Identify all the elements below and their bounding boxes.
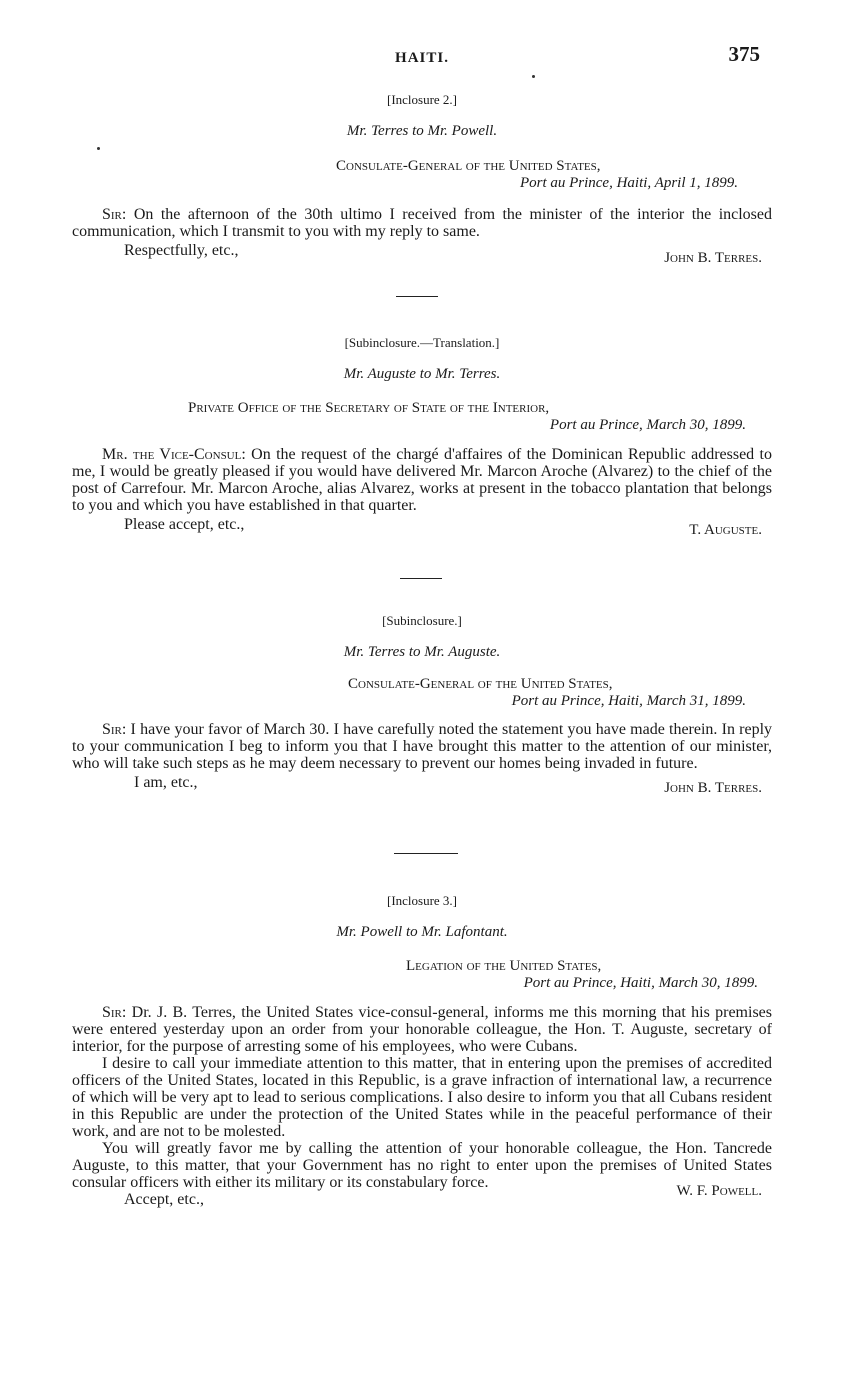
place-date: Port au Prince, Haiti, March 30, 1899. (523, 975, 758, 991)
place-date: Port au Prince, March 30, 1899. (549, 417, 746, 433)
closing: I am, etc., (134, 774, 198, 791)
signature: John B. Terres. (664, 250, 762, 266)
sender-office: Private Office of the Secretary of State of the Interior, (188, 400, 550, 416)
sender-office: Consulate-General of the United States, (348, 676, 613, 692)
page-header (72, 42, 772, 72)
inclosure-note: [Inclosure 2.] (386, 92, 458, 107)
letter-title: Mr. Auguste to Mr. Terres. (343, 366, 501, 382)
letter-paragraph: Sir: I have your favor of March 30. I have carefully noted the statement you have made therein. In reply to your communication I beg to inform you that I have brought this matter to the attention of our minister, who will take such steps as he may deem necessary to prevent our homes being invaded in future. (72, 721, 773, 772)
letter-paragraph: I desire to call your immediate attention to this matter, that in entering upon the premises of accredited officers of the United States, located in this Republic, is a grave infraction of international law, a recurrence of which will be very apt to lead to serious complications. I also desire to inform you that all Cubans resident in this Republic are under the protection of the United States while in the peaceful performance of their work, and are not to be molested. (72, 1055, 772, 1140)
sender-office: Consulate-General of the United States, (336, 158, 601, 174)
letter-paragraph: You will greatly favor me by calling the attention of your honorable colleague, the Hon. Tancrede Auguste, to this matter, that your Government has no right to enter upon the premises of United States consular officers with either its military or its constabulary force. (72, 1140, 772, 1191)
inclosure-note: [Inclosure 3.] (386, 893, 458, 908)
salutation: Mr. the Vice-Consul: (102, 446, 246, 463)
inclosure-note: [Subinclosure.—Translation.] (344, 335, 500, 350)
closing: Respectfully, etc., (124, 242, 239, 259)
inclosure-note: [Subinclosure.] (382, 613, 462, 628)
scan-speck (97, 147, 100, 150)
letter-2 (72, 335, 772, 539)
page-number: 375 (728, 42, 760, 66)
salutation: Sir: (102, 206, 127, 223)
closing-line (72, 774, 772, 797)
section-divider (400, 578, 442, 579)
closing-line (72, 516, 772, 539)
letter-paragraph: Sir: On the afternoon of the 30th ultimo I received from the minister of the interior the inclosed communication, which I transmit to you with my reply to same. (72, 206, 773, 240)
salutation: Sir: (102, 1004, 127, 1021)
closing-line (72, 1183, 772, 1209)
letter-title: Mr. Terres to Mr. Auguste. (343, 644, 501, 660)
letter-4 (72, 893, 772, 1209)
letter-3 (72, 613, 772, 797)
signature: John B. Terres. (664, 780, 762, 796)
place-date: Port au Prince, Haiti, March 31, 1899. (511, 693, 746, 709)
signature: W. F. Powell. (676, 1183, 762, 1199)
salutation: Sir: (102, 721, 127, 738)
section-divider (394, 853, 458, 854)
letter-paragraph: Sir: Dr. J. B. Terres, the United States vice-consul-general, informs me this morning that his premises were entered yesterday upon an order from your honorable colleague, the Hon. T. Auguste, secretary of interior, for the purpose of arresting some of his employees, who were Cubans. (72, 1004, 773, 1055)
scan-speck (532, 75, 535, 78)
section-divider (396, 296, 438, 297)
closing-line (72, 242, 772, 267)
letter-paragraph: Mr. the Vice-Consul: On the request of the chargé d'affaires of the Dominican Republic addressed to me, I would be greatly pleased if you would have delivered Mr. Marcon Aroche (Alvarez) to the chief of the post of Carrefour. Mr. Marcon Aroche, alias Alvarez, works at present in the tobacco plantation that belongs to you and which you have established in that quarter. (72, 446, 773, 514)
letter-title: Mr. Terres to Mr. Powell. (346, 123, 498, 139)
closing: Please accept, etc., (124, 516, 245, 533)
running-head: HAITI. (395, 50, 449, 66)
signature: T. Auguste. (689, 522, 762, 538)
sender-office: Legation of the United States, (406, 958, 602, 974)
place-date: Port au Prince, Haiti, April 1, 1899. (519, 175, 738, 191)
closing: Accept, etc., (124, 1191, 204, 1208)
document-page (72, 0, 772, 1380)
letter-title: Mr. Powell to Mr. Lafontant. (336, 924, 508, 940)
letter-1 (72, 92, 772, 267)
